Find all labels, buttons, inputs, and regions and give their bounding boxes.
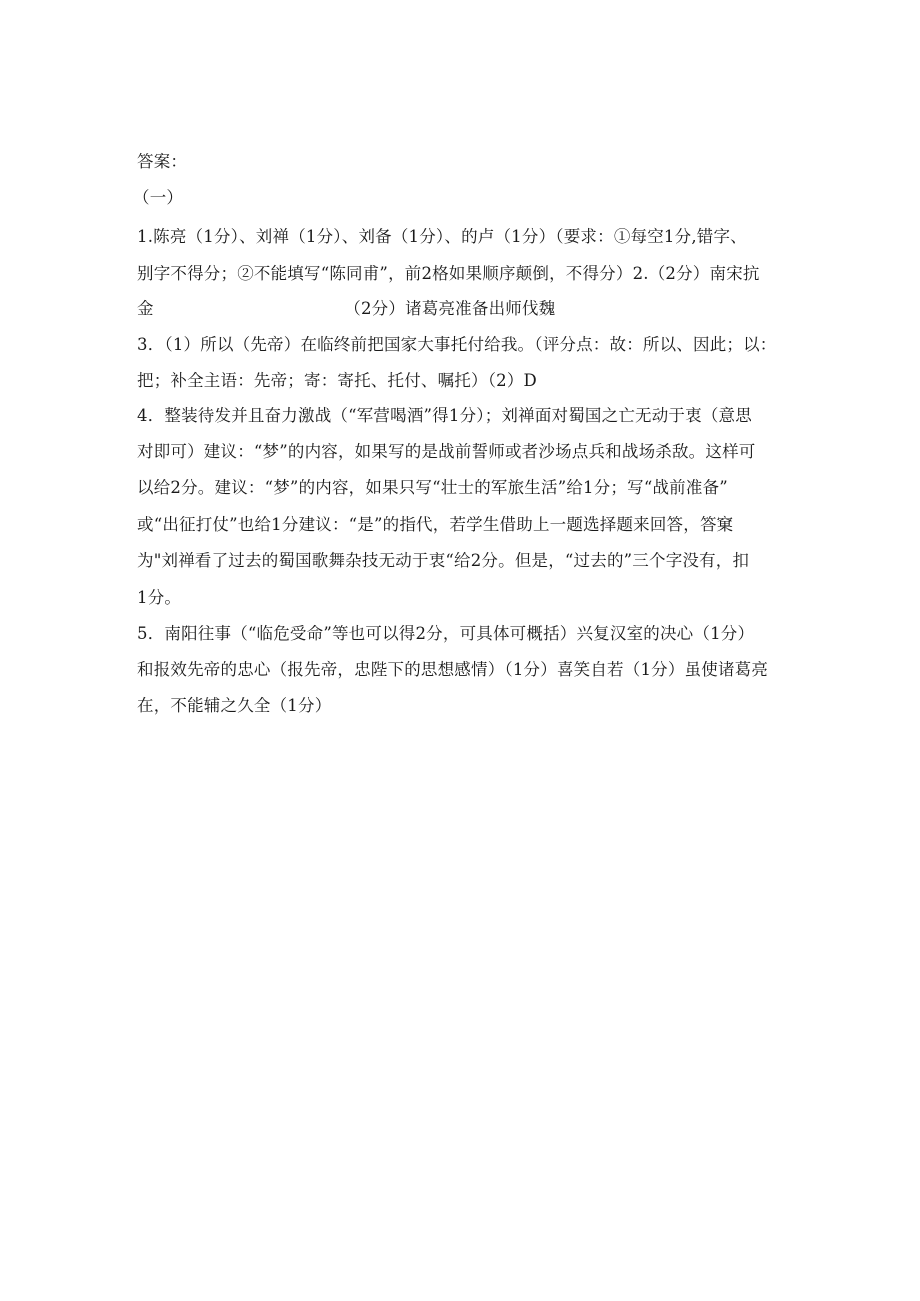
- answer-line-1: 1.陈亮（1分）、刘禅（1分）、刘备（1分）、的卢（1分）（要求：①每空1分,错字、: [137, 227, 747, 246]
- answer-line-6: 4．整装待发并且奋力激战（“军营喝酒”得1分）；刘禅面对蜀国之亡无动于衷（意思: [137, 406, 752, 425]
- answer-line-10: 为"刘禅看了过去的蜀国歌舞杂技无动于衷“给2分。但是，“过去的”三个字没有，扣: [137, 551, 750, 570]
- answer-line-4: 3．（1）所以（先帝）在临终前把国家大事托付给我。（评分点：故：所以、因此；以：: [137, 335, 777, 354]
- answer-line-3: 金 （2分）诸葛亮准备出师伐魏: [137, 299, 556, 318]
- section-label: （一）: [133, 188, 184, 207]
- answer-line-8: 以给2分。建议：“梦”的内容，如果只写“壮士的军旅生活”给1分；写“战前准备”: [137, 478, 728, 497]
- answer-line-11: 1分。: [137, 588, 182, 607]
- answer-line-2: 别字不得分；②不能填写“陈同甫”，前2格如果顺序颠倒，不得分）2.（2分）南宋抗: [137, 264, 760, 283]
- answer-line-13: 和报效先帝的忠心（报先帝，忠陛下的思想感情）（1分）喜笑自若（1分）虽使诸葛亮: [137, 660, 769, 679]
- answer-heading: 答案：: [137, 152, 188, 171]
- answer-line-5: 把；补全主语：先帝；寄：寄托、托付、嘱托）（2）D: [137, 371, 537, 390]
- answer-line-14: 在，不能辅之久全（1分）: [137, 696, 332, 715]
- answer-line-9: 或“出征打仗”也给1分建议：“是”的指代，若学生借助上一题选择题来回答，答窠: [137, 515, 734, 534]
- answer-line-12: 5．南阳往事（“临危受命”等也可以得2分，可具体可概括）兴复汉室的决心（1分）: [137, 624, 755, 643]
- answer-line-7: 对即可）建议：“梦”的内容，如果写的是战前誓师或者沙场点兵和战场杀敌。这样可: [137, 442, 756, 461]
